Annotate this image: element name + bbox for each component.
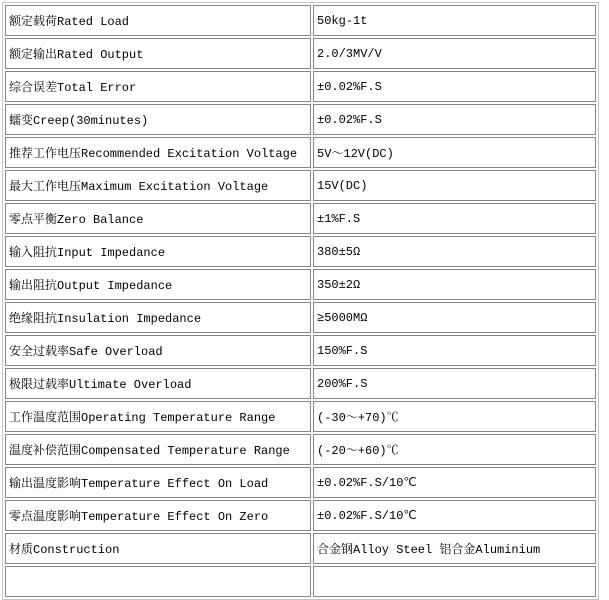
table-row <box>5 104 596 135</box>
spec-value-cell: (-20～+60)℃ <box>313 434 596 465</box>
spec-value-cell: ±0.02%F.S <box>313 104 596 135</box>
table-row <box>5 5 596 36</box>
spec-label-cell: 额定载荷Rated Load <box>5 5 311 36</box>
table-row <box>5 533 596 564</box>
spec-value-cell: 150%F.S <box>313 335 596 366</box>
spec-value-cell: ±0.02%F.S/10℃ <box>313 467 596 498</box>
page <box>0 2 609 573</box>
table-row <box>5 203 596 234</box>
spec-label-cell: 工作温度范围Operating Temperature Range <box>5 401 311 432</box>
spec-value-cell: 350±2Ω <box>313 269 596 300</box>
spec-label-cell: 输出温度影响Temperature Effect On Load <box>5 467 311 498</box>
spec-value-cell: ±0.02%F.S/10℃ <box>313 500 596 531</box>
spec-value-cell: ±1%F.S <box>313 203 596 234</box>
table-row <box>5 467 596 498</box>
spec-value-cell: 5V～12V(DC) <box>313 137 596 168</box>
spec-label-cell: 额定输出Rated Output <box>5 38 311 69</box>
spec-label-cell: 综合误差Total Error <box>5 71 311 102</box>
spec-table <box>2 2 599 600</box>
spec-value-cell: ≥5000MΩ <box>313 302 596 333</box>
table-row <box>5 269 596 300</box>
spec-label-cell: 最大工作电压Maximum Excitation Voltage <box>5 170 311 201</box>
table-row <box>5 500 596 531</box>
table-row <box>5 71 596 102</box>
table-row <box>5 335 596 366</box>
table-row <box>5 38 596 69</box>
spec-value-cell: 50kg-1t <box>313 5 596 36</box>
spec-value-cell: 合金钢Alloy Steel 铝合金Aluminium <box>313 533 596 564</box>
table-row <box>5 236 596 267</box>
spec-label-cell: 推荐工作电压Recommended Excitation Voltage <box>5 137 311 168</box>
table-row <box>5 170 596 201</box>
spec-value-cell: (-30～+70)℃ <box>313 401 596 432</box>
table-row <box>5 137 596 168</box>
spec-value-cell: 200%F.S <box>313 368 596 399</box>
spec-label-cell: 安全过载率Safe Overload <box>5 335 311 366</box>
table-row <box>5 434 596 465</box>
spec-value-cell: 2.0/3MV/V <box>313 38 596 69</box>
spec-label-cell: 输入阻抗Input Impedance <box>5 236 311 267</box>
spec-value-cell: 380±5Ω <box>313 236 596 267</box>
spec-label-cell: 温度补偿范围Compensated Temperature Range <box>5 434 311 465</box>
table-row <box>5 302 596 333</box>
spec-value-cell: ±0.02%F.S <box>313 71 596 102</box>
spec-label-cell: 材质Construction <box>5 533 311 564</box>
spec-label-cell: 零点平衡Zero Balance <box>5 203 311 234</box>
spec-label-cell: 蠕变Creep(30minutes) <box>5 104 311 135</box>
spec-label-cell: 输出阻抗Output Impedance <box>5 269 311 300</box>
table-row <box>5 368 596 399</box>
spec-label-cell: 零点温度影响Temperature Effect On Zero <box>5 500 311 531</box>
spec-value-cell: 15V(DC) <box>313 170 596 201</box>
spec-table-body <box>5 5 596 597</box>
table-row <box>5 401 596 432</box>
spec-label-cell: 极限过载率Ultimate Overload <box>5 368 311 399</box>
spec-label-cell: 绝缘阻抗Insulation Impedance <box>5 302 311 333</box>
